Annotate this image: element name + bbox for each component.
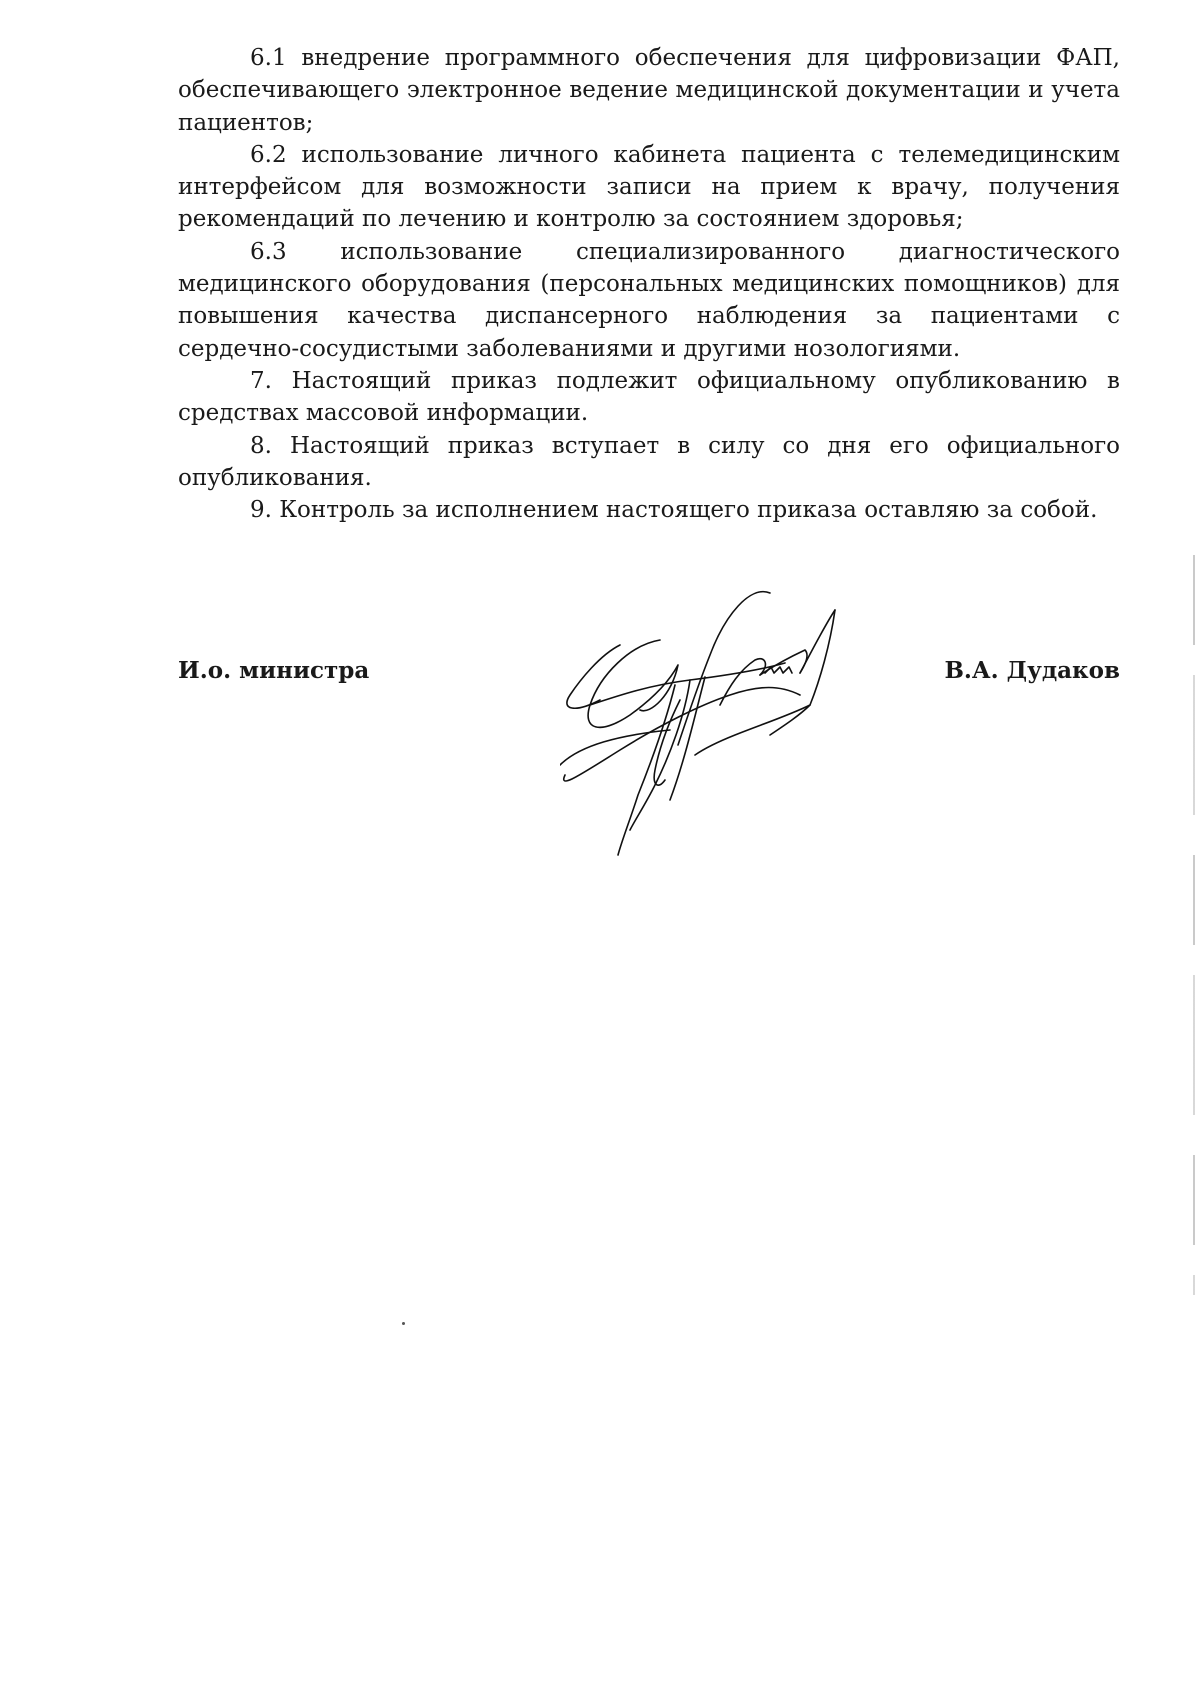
paragraph-6-3: 6.3 использование специализированного диагностического медицинского оборудования (персональных медицинских помощников) для повышения качества диспансерного наблюдения за пациентами с сердечно-сосудистыми заболеваниями и другими нозологиями. bbox=[178, 238, 1120, 362]
paragraph-8: 8. Настоящий приказ вступает в силу со дня его официального опубликования. bbox=[178, 432, 1120, 491]
scan-speck bbox=[402, 1322, 405, 1325]
paragraph-6-2: 6.2 использование личного кабинета пациента с телемедицинским интерфейсом для возможности записи на прием к врачу, получения рекомендаций по лечению и контролю за состоянием здоровья; bbox=[178, 141, 1120, 233]
document-body bbox=[178, 42, 1120, 526]
paragraph-7: 7. Настоящий приказ подлежит официальному опубликованию в средствах массовой информации. bbox=[178, 367, 1120, 427]
signature-icon bbox=[560, 585, 890, 870]
paragraph-6-1: 6.1 внедрение программного обеспечения для цифровизации ФАП, обеспечивающего электронное ведение медицинской документации и учета пациентов; bbox=[178, 45, 1120, 136]
scan-edge-artifact bbox=[1193, 555, 1195, 1295]
paragraph-9: 9. Контроль за исполнением настоящего приказа оставляю за собой. bbox=[250, 497, 1098, 524]
position-title: И.о. министра bbox=[178, 657, 370, 684]
signatory-name: В.А. Дудаков bbox=[944, 657, 1120, 684]
